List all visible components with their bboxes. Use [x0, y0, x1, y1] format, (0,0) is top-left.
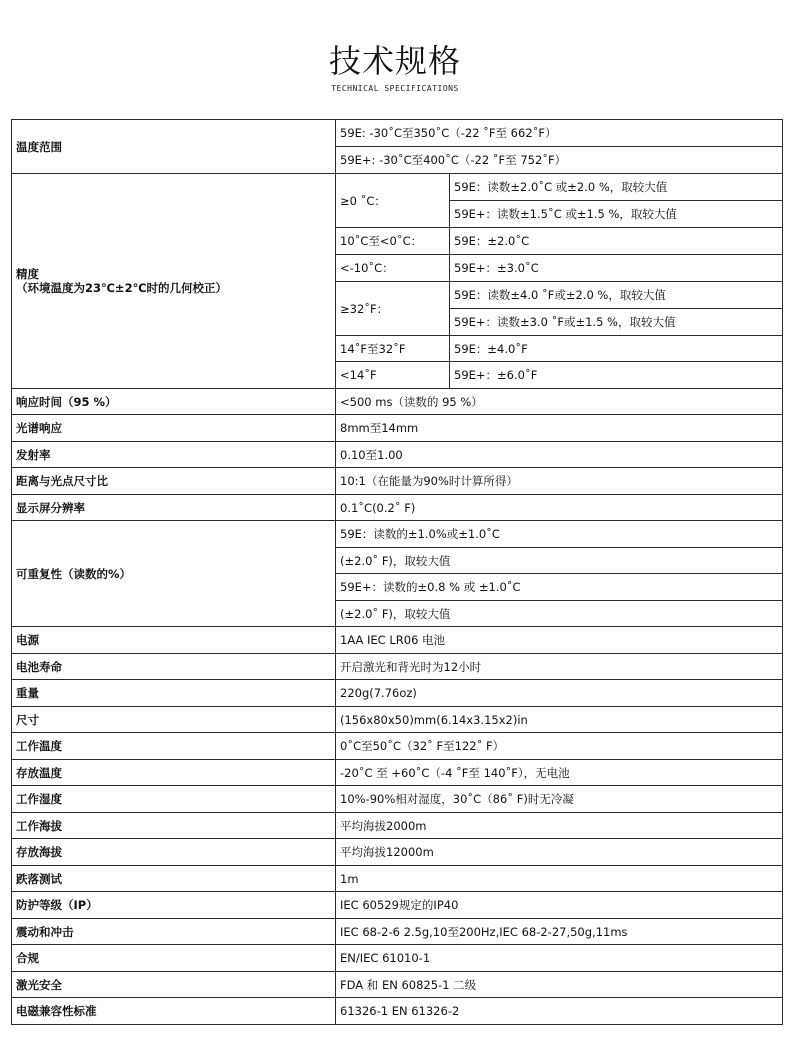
row-label: 电源	[12, 627, 336, 654]
row-value: 0.10至1.00	[336, 442, 783, 468]
condition-cell: ≥32˚F：	[336, 282, 450, 336]
row-label	[12, 174, 336, 389]
row-label: 光谱响应	[12, 415, 336, 442]
row-label: 存放海拔	[12, 839, 336, 866]
row-label: 电池寿命	[12, 654, 336, 680]
row-value: EN/IEC 61010-1	[336, 945, 783, 972]
row-value: <500 ms（读数的 95 %）	[336, 389, 783, 415]
row-label: 防护等级（IP）	[12, 892, 336, 919]
condition-cell: <14˚F	[336, 362, 450, 389]
table-row	[12, 654, 783, 680]
accuracy-note: （环境温度为23℃±2℃时的几何校正）	[16, 281, 227, 295]
table-row	[12, 839, 783, 866]
table-row	[12, 707, 783, 733]
row-value: IEC 60529规定的IP40	[336, 892, 783, 919]
table-row	[12, 442, 783, 468]
row-value: 59E：读数的±1.0%或±1.0˚C	[336, 521, 783, 548]
row-value: 平均海拔2000m	[336, 813, 783, 839]
row-label: 尺寸	[12, 707, 336, 733]
table-row	[12, 892, 783, 919]
row-value: 59E+：±6.0˚F	[450, 362, 783, 389]
row-value: 59E+: -30˚C至400˚C（-22 ˚F至 752˚F）	[336, 147, 783, 174]
row-label: 可重复性（读数的%）	[12, 521, 336, 627]
row-value: 59E+：读数±1.5˚C 或±1.5 %，取较大值	[450, 201, 783, 228]
row-label: 工作湿度	[12, 786, 336, 813]
row-label: 电磁兼容性标准	[12, 998, 336, 1025]
row-value: (±2.0˚ F)，取较大值	[336, 601, 783, 627]
row-value: FDA 和 EN 60825-1 二级	[336, 972, 783, 998]
table-row	[12, 120, 783, 147]
row-value: 59E：±4.0˚F	[450, 336, 783, 362]
row-label: 重量	[12, 680, 336, 707]
table-row	[12, 972, 783, 998]
table-row	[12, 174, 783, 201]
condition-cell: <-10˚C：	[336, 255, 450, 282]
table-row	[12, 866, 783, 892]
table-row	[12, 680, 783, 707]
row-label: 跌落测试	[12, 866, 336, 892]
row-value: 开启激光和背光时为12小时	[336, 654, 783, 680]
row-value: 59E：±2.0˚C	[450, 228, 783, 255]
table-row	[12, 521, 783, 548]
row-label: 合规	[12, 945, 336, 972]
row-label: 激光安全	[12, 972, 336, 998]
row-value: 平均海拔12000m	[336, 839, 783, 866]
row-value: 220g(7.76oz)	[336, 680, 783, 707]
row-value: -20˚C 至 +60˚C（-4 ˚F至 140˚F），无电池	[336, 760, 783, 786]
spec-table	[11, 119, 783, 1025]
condition-cell: ≥0 ˚C：	[336, 174, 450, 228]
table-row	[12, 919, 783, 945]
row-value: 59E+：读数±3.0 ˚F或±1.5 %，取较大值	[450, 309, 783, 336]
table-row	[12, 998, 783, 1025]
row-value: 1m	[336, 866, 783, 892]
accuracy-label: 精度	[16, 267, 39, 281]
row-value: 59E: -30˚C至350˚C（-22 ˚F至 662˚F）	[336, 120, 783, 147]
row-label: 存放温度	[12, 760, 336, 786]
table-row	[12, 389, 783, 415]
table-row	[12, 627, 783, 654]
row-value: 0.1˚C(0.2˚ F)	[336, 495, 783, 521]
table-row	[12, 495, 783, 521]
row-value: IEC 68-2-6 2.5g,10至200Hz,IEC 68-2-27,50g,11ms	[336, 919, 783, 945]
row-label: 显示屏分辨率	[12, 495, 336, 521]
row-value: 61326-1 EN 61326-2	[336, 998, 783, 1025]
row-label: 温度范围	[12, 120, 336, 174]
row-value: 59E：读数±4.0 ˚F或±2.0 %，取较大值	[450, 282, 783, 309]
row-value: 8mm至14mm	[336, 415, 783, 442]
page-title: 技术规格	[328, 42, 461, 80]
row-label: 工作温度	[12, 733, 336, 760]
table-row	[12, 813, 783, 839]
table-row	[12, 786, 783, 813]
row-label: 工作海拔	[12, 813, 336, 839]
row-value: 59E+：读数的±0.8 % 或 ±1.0˚C	[336, 574, 783, 601]
page-subtitle: TECHNICAL SPECIFICATIONS	[331, 84, 459, 93]
row-value: 10:1（在能量为90%时计算所得）	[336, 468, 783, 495]
row-label: 发射率	[12, 442, 336, 468]
table-row	[12, 945, 783, 972]
condition-cell: 10˚C至<0˚C：	[336, 228, 450, 255]
row-value: 59E+：±3.0˚C	[450, 255, 783, 282]
row-value: 0˚C至50˚C（32˚ F至122˚ F）	[336, 733, 783, 760]
table-row	[12, 415, 783, 442]
table-row	[12, 733, 783, 760]
row-label: 震动和冲击	[12, 919, 336, 945]
row-label: 距离与光点尺寸比	[12, 468, 336, 495]
row-value: 10%-90%相对湿度，30˚C（86˚ F)时无冷凝	[336, 786, 783, 813]
row-value: 59E：读数±2.0˚C 或±2.0 %，取较大值	[450, 174, 783, 201]
table-row	[12, 760, 783, 786]
condition-cell: 14˚F至32˚F	[336, 336, 450, 362]
row-label: 响应时间（95 %）	[12, 389, 336, 415]
row-value: (±2.0˚ F)，取较大值	[336, 548, 783, 574]
row-value: (156x80x50)mm(6.14x3.15x2)in	[336, 707, 783, 733]
table-row	[12, 468, 783, 495]
row-value: 1AA IEC LR06 电池	[336, 627, 783, 654]
